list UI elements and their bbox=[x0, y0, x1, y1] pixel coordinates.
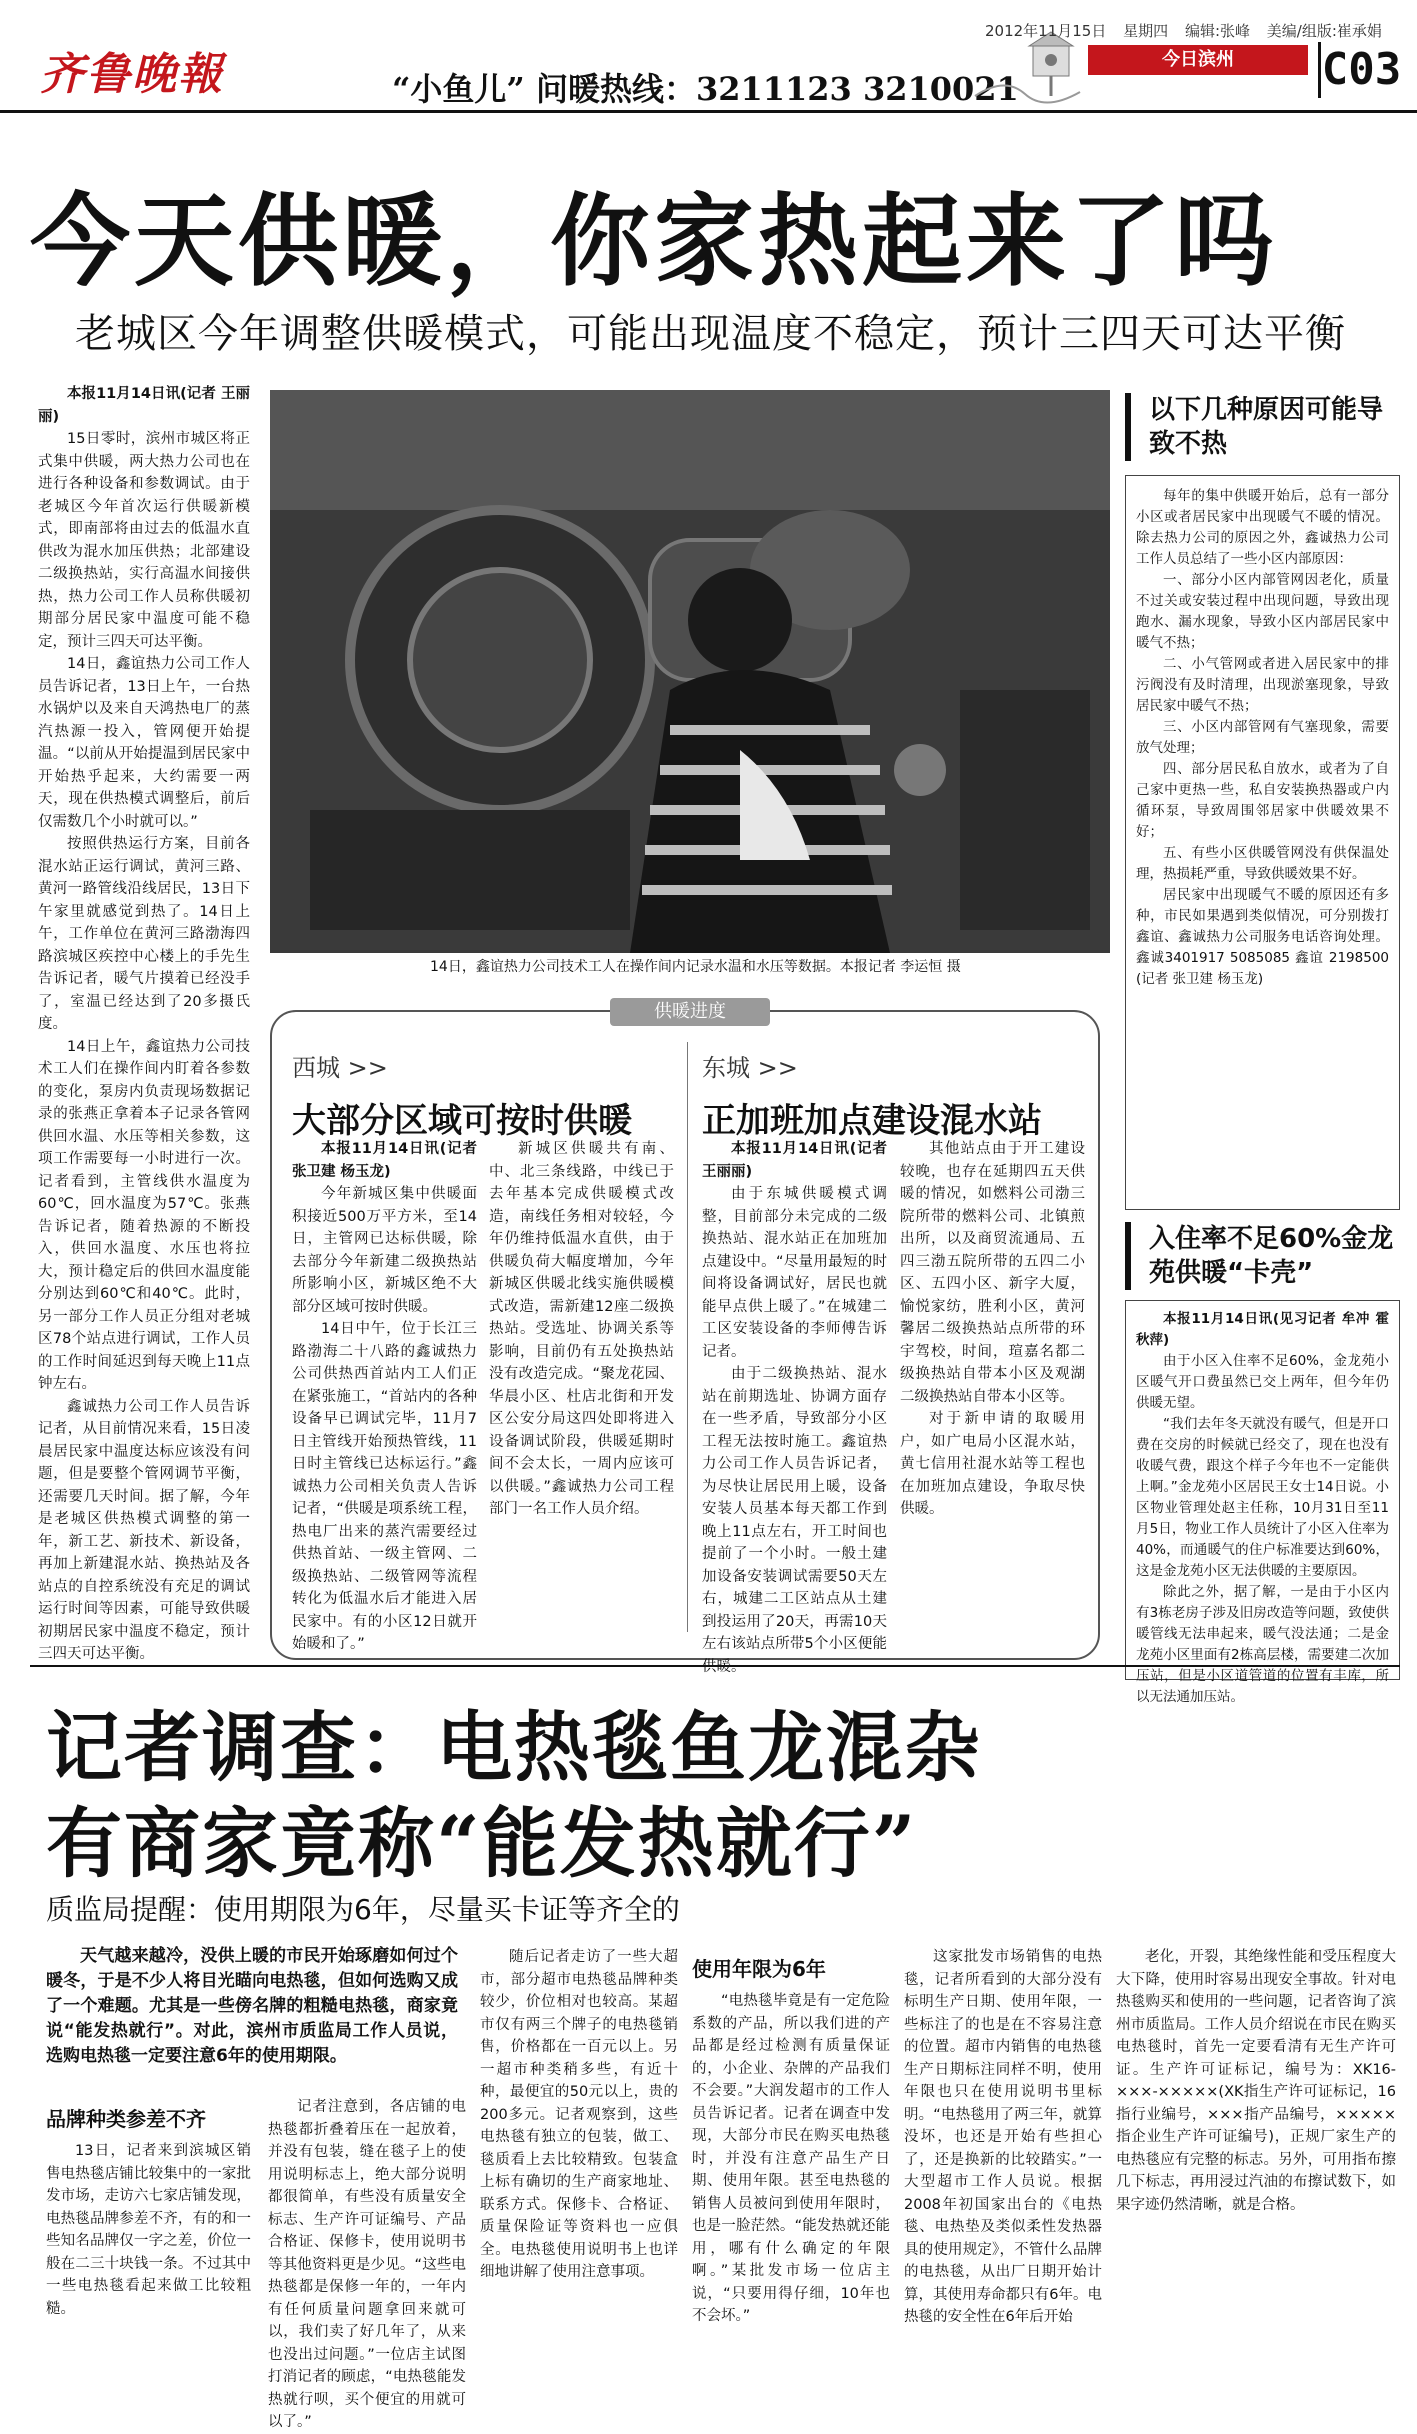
blanket-column-6 bbox=[1116, 1946, 1396, 2376]
jinlong-box bbox=[1125, 1300, 1400, 1705]
east-byline: 本报11月14日讯(记者 王丽丽) bbox=[702, 1141, 887, 1180]
blanket-paragraph: 这家批发市场销售的电热毯，记者所看到的大部分没有标明生产日期、使用年限，一些标注了的也是在不容易注意的位置。超市内销售的电热毯生产日期标注同样不明，使用年限也只在使用说明书里标明。“电热毯用了两三年，就算没坏，也还是开始有些担心了，还是换新的比较踏实。”一大型超市工作人员说。根据2008年初国家出台的《电热毯、电热垫及类似柔性发热器具的使用规定》，不管什么品牌的电热毯，从出厂日期开始计算，其使用寿命都只有6年。电热毯的安全性在6年后开始 bbox=[904, 1949, 1102, 2325]
progress-tag: 供暖进度 bbox=[610, 998, 770, 1026]
west-text-col-2 bbox=[489, 1138, 674, 1648]
lead-photo bbox=[270, 390, 1110, 953]
dateline bbox=[985, 20, 1394, 41]
west-paragraph: 新城区供暖共有南、中、北三条线路，中线已于去年基本完成供暖模式改造，南线任务相对较轻，今年仍维持低温水直供，由于供暖负荷大幅度增加，今年新城区供暖北线实施供暖模式改造，需新建12座二级换热站。受选址、协调关系等影响，目前仍有五处换热站没有改造完成。“聚龙花园、华晨小区、杜店北街和开发区公安分局这四处即将进入设备调试阶段，供暖延期时间不会太长，一周内应该可以供暖。”鑫诚热力公司工程部门一名工作人员介绍。 bbox=[489, 1141, 674, 1517]
west-text-col-1 bbox=[292, 1138, 477, 1652]
lead-headline: 今天供暖，你家热起来了吗 bbox=[30, 182, 1278, 300]
designer-credit: 美编/组版:崔承娟 bbox=[1266, 22, 1382, 40]
reasons-paragraph: 五、有些小区供暖管网没有供保温处理，热损耗严重，导致供暖效果不好。 bbox=[1136, 845, 1389, 882]
heating-progress-box bbox=[270, 1001, 1100, 1660]
east-text-col-1 bbox=[702, 1138, 887, 1652]
lead-subhead: 老城区今年调整供暖模式，可能出现温度不稳定，预计三四天可达平衡 bbox=[75, 311, 1346, 357]
reasons-box bbox=[1125, 475, 1400, 1210]
page-number: C03 bbox=[1318, 42, 1402, 98]
story-divider bbox=[30, 1665, 1400, 1667]
reasons-title: 以下几种原因可能导致不热 bbox=[1125, 393, 1400, 461]
jinlong-paragraph: 除此之外，据了解，一是由于小区内有3栋老房子涉及旧房改造等问题，致使供暖管线无法串起来，暖气没法通；二是金龙苑小区里面有2栋高层楼，需要建二次加压站，但是小区道管道的位置有丰库，所以无法通加压站。 bbox=[1136, 1584, 1389, 1705]
masthead-rule bbox=[0, 110, 1417, 113]
right-sidebar bbox=[1125, 383, 1400, 1705]
reasons-paragraph: 每年的集中供暖开始后，总有一部分小区或者居民家中出现暖气不暖的情况。除去热力公司的原因之外，鑫诚热力公司工作人员总结了一些小区内部原因： bbox=[1136, 488, 1389, 567]
lead-article-column bbox=[38, 383, 250, 1662]
blanket-subhead: 质监局提醒：使用期限为6年，尽量买卡证等齐全的 bbox=[46, 1893, 680, 1926]
west-title: 大部分区域可按时供暖 bbox=[292, 1101, 632, 1141]
issue-date: 2012年11月15日 bbox=[985, 22, 1107, 40]
blanket-headline-line-2: 有商家竟称“能发热就行” bbox=[46, 1799, 918, 1888]
column-divider bbox=[687, 1042, 688, 1632]
reasons-paragraph: 四、部分居民私自放水，或者为了自己家中更热一些，私自安装换热器或户内循环泵，导致周围邻居家中供暖效果不好； bbox=[1136, 761, 1389, 840]
east-paragraph: 其他站点由于开工建设较晚，也存在延期四五天供暖的情况，如燃料公司渤三院所带的燃料公司、北镇煎出所，以及商贸流通局、五四三渤五院所带的五四二小区、五四小区、新字大厦，愉悦家纺，胜利小区，黄河馨居二级换热站点所带的环宇驾校，时间，瑄嘉名都二级换热站自带本小区及观湖二级换热站自带本小区等。 bbox=[900, 1141, 1085, 1405]
east-text-col-2 bbox=[900, 1138, 1085, 1648]
blanket-column-2 bbox=[268, 2096, 466, 2430]
section-tag: 今日滨州 bbox=[1088, 45, 1308, 75]
west-paragraph: 14日中午，位于长江三路渤海二十八路的鑫诚热力公司供热西首站内工人们正在紧张施工，“首站内的各种设备早已调试完毕，11月7日主管线开始预热管线，11日时主管线已达标运行。”鑫诚热力公司相关负责人告诉记者，“供暖是项系统工程，热电厂出来的蒸汽需要经过供热首站、一级主管网、二级换热站、二级管网等流程转化为低温水后才能进入居民家中。有的小区12日就开始暖和了。” bbox=[292, 1321, 477, 1652]
region-label: 西城 >> bbox=[292, 1054, 388, 1082]
blanket-column-4 bbox=[692, 1946, 890, 2376]
jinlong-byline: 本报11月14日讯(见习记者 牟冲 霍秋萍) bbox=[1136, 1311, 1389, 1348]
blanket-column-3 bbox=[480, 1946, 678, 2376]
region-label: 东城 >> bbox=[702, 1054, 798, 1082]
blanket-paragraph: 13日，记者来到滨城区销售电热毯店铺比较集中的一家批发市场，走访六七家店铺发现，电热毯品牌参差不齐，有的和一些知名品牌仅一字之差，价位一般在二三十块钱一条。不过其中一些电热毯看起来做工比较粗糙。 bbox=[46, 2143, 251, 2317]
editor-credit: 编辑:张峰 bbox=[1184, 22, 1250, 40]
west-paragraph: 今年新城区集中供暖面积接近500万平方米，至14日，主管网已达标供暖，除去部分今年新建二级换热站所影响小区，新城区绝不大部分区域可按时供暖。 bbox=[292, 1186, 477, 1315]
lead-paragraph: 按照供热运行方案，目前各混水站正运行调试，黄河三路、黄河一路管线沿线居民，13日下午家里就感觉到热了。14日上午，工作单位在黄河三路渤海四路滨城区疾控中心楼上的手先生告诉记者，暖气片摸着已经没手了，室温已经达到了20多摄氏度。 bbox=[38, 836, 250, 1032]
blanket-column-5 bbox=[904, 1946, 1102, 2376]
jinlong-paragraph: “我们去年冬天就没有暖气，但是开口费在交房的时候就已经交了，现在也没有收暖气费，跟这个样子今年也不一定能供上啊。”金龙苑小区居民王女士14日说。小区物业管理处赵主任称，10月31日至11月5日，物业工作人员统计了小区入住率为40%，而通暖气的住户标准要达到60%，这是金龙苑小区无法供暖的主要原因。 bbox=[1136, 1416, 1389, 1579]
blanket-paragraph: 随后记者走访了一些大超市，部分超市电热毯品牌种类较少，价位相对也较高。某超市仅有两三个牌子的电热毯销售，价格都在一百元以上。另一超市种类稍多些，有近十种，最便宜的50元以上，贵的200多元。记者观察到，这些电热毯有独立的包装，做工、毯质看上去比较精致。包装盒上标有确切的生产商家地址、联系方式。保修卡、合格证、质量保险证等资料也一应俱全。电热毯使用说明书上也详细地讲解了使用注意事项。 bbox=[480, 1949, 678, 2280]
reasons-paragraph: 一、部分小区内部管网因老化，质量不过关或安装过程中出现问题，导致出现跑水、漏水现象，导致小区内部居民家中暖气不热； bbox=[1136, 572, 1389, 651]
lead-byline: 本报11月14日讯(记者 王丽丽) bbox=[38, 386, 250, 425]
blanket-headline-line-1: 记者调查：电热毯鱼龙混杂 bbox=[46, 1703, 982, 1792]
reasons-paragraph: 二、小气管网或者进入居民家中的排污阀没有及时清理，出现淤塞现象，导致居民家中暖气不热； bbox=[1136, 656, 1389, 714]
blanket-lede bbox=[46, 1944, 458, 2069]
blanket-headline bbox=[46, 1700, 1406, 1892]
blanket-paragraph: “电热毯毕竟是有一定危险系数的产品，所以我们进的产品都是经过检测有质量保证的，小企业、杂牌的产品我们不会要。”大润发超市的工作人员告诉记者。记者在调查中发现，大部分市民在购买电热毯时，并没有注意产品生产日期、使用年限。甚至电热毯的销售人员被问到使用年限时，也是一脸茫然。“能发热就还能用，哪有什么确定的年限啊。”某批发市场一位店主说，“只要用得仔细，10年也不会坏。” bbox=[692, 1993, 890, 2324]
blanket-paragraph: 记者注意到，各店铺的电热毯都折叠着压在一起放着，并没有包装，缝在毯子上的使用说明标志上，绝大部分说明都很简单，有些没有质量安全标志、生产许可证编号、产品合格证、保修卡，使用说明书等其他资料更是少见。“这些电热毯都是保修一年的，一年内有任何质量问题拿回来就可以，我们卖了好几年了，从来也没出过问题。”一位店主试图打消记者的顾虑，“电热毯能发热就行呗，买个便宜的用就可以了。” bbox=[268, 2099, 466, 2430]
newspaper-logo: 齐鲁晚報 bbox=[40, 49, 224, 100]
blanket-lede-text: 天气越来越冷，没供上暖的市民开始琢磨如何过个暖冬，于是不少人将目光瞄向电热毯，但如何选购又成了一个难题。尤其是一些傍名牌的粗糙电热毯，商家竟说“能发热就行”。对此，滨州市质监局工作人员说，选购电热毯一定要注意6年的使用期限。 bbox=[46, 1946, 458, 2066]
lead-paragraph: 鑫诚热力公司工作人员告诉记者，从目前情况来看，15日凌晨居民家中温度达标应该没有问题，但是要整个管网调节平衡，还需要几天时间。据了解，今年是老城区供热模式调整的第一年，新工艺、新技术、新设备，再加上新建混水站、换热站及各站点的自控系统没有充足的调试运行时间等因素，可能导致供暖初期居民家中温度不稳定，预计三四天可达平衡。 bbox=[38, 1398, 250, 1662]
reasons-paragraph: 三、小区内部管网有气塞现象，需要放气处理； bbox=[1136, 719, 1389, 756]
lead-paragraph: 14日上午，鑫谊热力公司技术工人们在操作间内盯着各参数的变化，泵房内负责现场数据记录的张燕正拿着本子记录各管网供回水温、水压等相关参数，这项工作需要每一小时进行一次。记者看到，主管线供水温度为60℃，回水温度为57℃。张燕告诉记者，随着热源的不断投入，供回水温度、水压也将拉大，预计稳定后的供回水温度能分别达到60℃和40℃。此时，另一部分工作人员正分组对老城区78个站点进行调试，工作人员的工作时间延迟到每天晚上11点钟左右。 bbox=[38, 1038, 250, 1392]
jinlong-title: 入住率不足60%金龙苑供暖“卡壳” bbox=[1125, 1222, 1400, 1290]
blanket-paragraph: 老化，开裂，其绝缘性能和受压程度大大下降，使用时容易出现安全事故。针对电热毯购买和使用的一些问题，记者咨询了滨州市质监局。工作人员介绍说在市民在购买电热毯时，首先一定要看清有无生产许可证。生产许可证标记，编号为：XK16-×××-×××××(XK指生产许可证标记，16指行业编号，×××指产品编号，×××××指企业生产许可证编号)，正规厂家生产的电热毯应有完整的标志。另外，可用指布擦几下标志，再用浸过汽油的布擦试数下，如果字迹仍然清晰，就是合格。 bbox=[1116, 1949, 1396, 2213]
photo-caption: 14日，鑫谊热力公司技术工人在操作间内记录水温和水压等数据。本报记者 李运恒 摄 bbox=[430, 959, 961, 975]
east-title: 正加班加点建设混水站 bbox=[702, 1101, 1042, 1141]
worker-photo-illustration bbox=[270, 390, 1110, 953]
jinlong-paragraph: 由于小区入住率不足60%，金龙苑小区暖气开口费虽然已交上两年，但今年仍供暖无望。 bbox=[1136, 1353, 1389, 1411]
lead-paragraph: 15日零时，滨州市城区将正式集中供暖，两大热力公司也在进行各种设备和参数调试。由于老城区今年首次运行供暖新模式，即南部将由过去的低温水直供改为混水加压供热；北部建设二级换热站，实行高温水间接供热，热力公司工作人员称供暖初期部分居民家中温度可能不稳定，预计三四天可达平衡。 bbox=[38, 431, 250, 650]
west-city-column bbox=[292, 1012, 674, 1652]
hotline-banner: “小鱼儿” 问暖热线：3211123 3210021 bbox=[392, 70, 1019, 108]
east-paragraph: 对于新申请的取暖用户，如广电局小区混水站，黄七信用社混水站等工程也在加班加点建设，争取尽快供暖。 bbox=[900, 1411, 1085, 1517]
west-byline: 本报11月14日讯(记者 张卫建 杨玉龙) bbox=[292, 1141, 477, 1180]
masthead bbox=[0, 0, 1417, 110]
east-paragraph: 由于东城供暖模式调整，目前部分未完成的二级换热站、混水站正在加班加点建设中。“尽量用最短的时间将设备调试好，居民也就能早点供上暖了。”在城建二工区安装设备的李师傅告诉记者。 bbox=[702, 1186, 887, 1360]
issue-weekday: 星期四 bbox=[1123, 22, 1169, 40]
usage-period-subtitle: 使用年限为6年 bbox=[692, 1957, 826, 1981]
east-paragraph: 由于二级换热站、混水站在前期选址、协调方面存在一些矛盾，导致部分小区工程无法按时施工。鑫谊热力公司工作人员告诉记者，为尽快让居民用上暖，设备安装人员基本每天都工作到晚上11点左右，开工时间也提前了一个小时。一般土建加设备安装调试需要50天左右，城建二工区站点从土建到投运用了20天，再需10天左右该站点所带5个小区便能 bbox=[702, 1366, 887, 1652]
lead-paragraph: 14日，鑫谊热力公司工作人员告诉记者，13日上午，一台热水锅炉以及来自天鸿热电厂的蒸汽热源一投入，管网便开始提温。“以前从开始提温到居民家中开始热乎起来，大约需要一两天，现在供热模式调整后，前后仅需数几个小时就可以。” bbox=[38, 656, 250, 830]
brand-variety-subtitle: 品牌种类参差不齐 bbox=[46, 2107, 206, 2131]
east-city-column bbox=[702, 1012, 1087, 1652]
blanket-column-1 bbox=[46, 2096, 251, 2366]
reasons-paragraph: 居民家中出现暖气不暖的原因还有多种，市民如果遇到类似情况，可分别拨打鑫谊、鑫诚热力公司服务电话咨询处理。鑫诚3401917 5085085 鑫谊 2198500 (记者 张卫建 杨玉龙) bbox=[1136, 887, 1389, 987]
